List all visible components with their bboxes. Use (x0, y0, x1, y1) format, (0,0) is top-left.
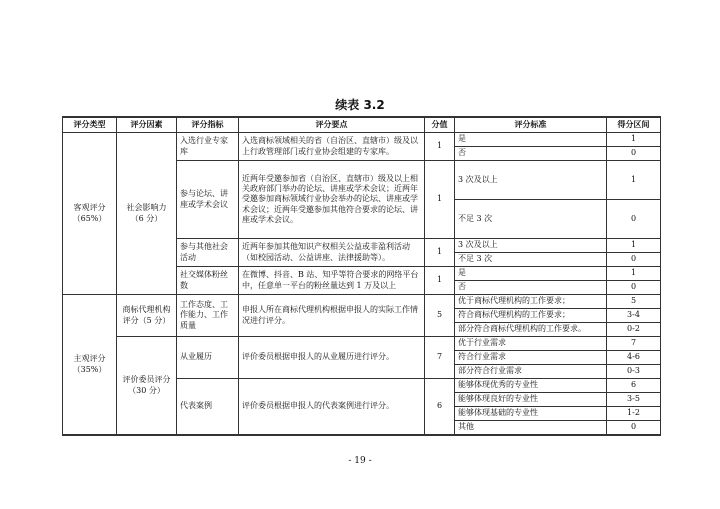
standard-cell: 不足 3 次 (455, 253, 607, 267)
scoring-factor-cell: 评价委员评分（30 分） (117, 337, 177, 436)
indicator-cell: 入选行业专家库 (177, 133, 239, 161)
table-title: 续表 3.2 (335, 98, 385, 112)
table-row (63, 337, 661, 351)
standard-cell: 3 次及以上 (455, 161, 607, 200)
standard-cell: 部分符合商标代理机构的工作要求。 (455, 323, 607, 337)
points-cell: 在微博、抖音、B 站、知乎等符合要求的网络平台中，任意单一平台的粉丝量达到 1 万及以上 (239, 267, 425, 295)
standard-cell: 是 (455, 133, 607, 147)
standard-cell: 是 (455, 267, 607, 281)
score-cell: 1 (607, 161, 661, 200)
value-cell: 7 (425, 337, 455, 379)
score-cell: 1 (607, 239, 661, 253)
points-cell: 评价委员根据申报人的从业履历进行评分。 (239, 337, 425, 379)
scoring-table (62, 116, 661, 436)
score-cell: 0-2 (607, 323, 661, 337)
score-cell: 7 (607, 337, 661, 351)
scoring-factor-cell: 商标代理机构评分（5 分） (117, 295, 177, 337)
table-row (63, 133, 661, 147)
score-cell: 1 (607, 133, 661, 147)
score-cell: 0 (607, 253, 661, 267)
header-cell: 评分要点 (239, 117, 425, 133)
value-cell: 1 (425, 267, 455, 295)
standard-cell: 能够体现基础的专业性 (455, 407, 607, 421)
standard-cell: 其他 (455, 421, 607, 436)
points-cell: 申报人所在商标代理机构根据申报人的实际工作情况进行评分。 (239, 295, 425, 337)
standard-cell: 符合商标代理机构的工作要求； (455, 309, 607, 323)
standard-cell: 否 (455, 147, 607, 161)
standard-cell: 3 次及以上 (455, 239, 607, 253)
points-cell: 近两年受邀参加省（自治区、直辖市）级及以上相关政府部门举办的论坛、讲座或学术会议；近两年受邀参加商标领域行业协会举办的论坛、讲座或学术会议；近两年受邀参加其他符合要求的论坛、讲座或学术会议。 (239, 161, 425, 239)
score-cell: 0 (607, 147, 661, 161)
standard-cell: 优于商标代理机构的工作要求； (455, 295, 607, 309)
score-cell: 4-6 (607, 351, 661, 365)
standard-cell: 能够体现良好的专业性 (455, 393, 607, 407)
indicator-cell: 参与其他社会活动 (177, 239, 239, 267)
score-cell: 0 (607, 281, 661, 295)
indicator-cell: 代表案例 (177, 379, 239, 436)
score-cell: 0 (607, 421, 661, 436)
points-cell: 评价委员根据申报人的代表案例进行评分。 (239, 379, 425, 436)
table-row (63, 295, 661, 309)
standard-cell: 符合行业需求 (455, 351, 607, 365)
points-cell: 近两年参加其他知识产权相关公益或非盈利活动（如校园活动、公益讲座、法律援助等）。 (239, 239, 425, 267)
indicator-cell: 工作态度、工作能力、工作质量 (177, 295, 239, 337)
value-cell: 6 (425, 379, 455, 436)
score-cell: 1-2 (607, 407, 661, 421)
standard-cell: 能够体现优秀的专业性 (455, 379, 607, 393)
indicator-cell: 参与论坛、讲座或学术会议 (177, 161, 239, 239)
header-cell: 评分类型 (63, 117, 117, 133)
score-cell: 1 (607, 267, 661, 281)
value-cell: 1 (425, 133, 455, 161)
value-cell: 1 (425, 161, 455, 239)
score-cell: 3-4 (607, 309, 661, 323)
header-cell: 得分区间 (607, 117, 661, 133)
indicator-cell: 社交媒体粉丝数 (177, 267, 239, 295)
indicator-cell: 从业履历 (177, 337, 239, 379)
score-cell: 0 (607, 200, 661, 239)
standard-cell: 否 (455, 281, 607, 295)
standard-cell: 优于行业需求 (455, 337, 607, 351)
value-cell: 1 (425, 239, 455, 267)
score-cell: 5 (607, 295, 661, 309)
page-number: - 19 - (348, 456, 372, 466)
header-cell: 评分指标 (177, 117, 239, 133)
scoring-type-cell: 客观评分（65%） (63, 133, 117, 295)
header-row (63, 117, 661, 133)
score-cell: 0-3 (607, 365, 661, 379)
scoring-type-cell: 主观评分（35%） (63, 295, 117, 436)
score-cell: 6 (607, 379, 661, 393)
standard-cell: 不足 3 次 (455, 200, 607, 239)
header-cell: 评分标准 (455, 117, 607, 133)
score-cell: 3-5 (607, 393, 661, 407)
header-cell: 评分因素 (117, 117, 177, 133)
points-cell: 入选商标领域相关的省（自治区、直辖市）级及以上行政管理部门或行业协会组建的专家库。 (239, 133, 425, 161)
header-cell: 分值 (425, 117, 455, 133)
scoring-factor-cell: 社会影响力（6 分） (117, 133, 177, 295)
standard-cell: 部分符合行业需求 (455, 365, 607, 379)
value-cell: 5 (425, 295, 455, 337)
